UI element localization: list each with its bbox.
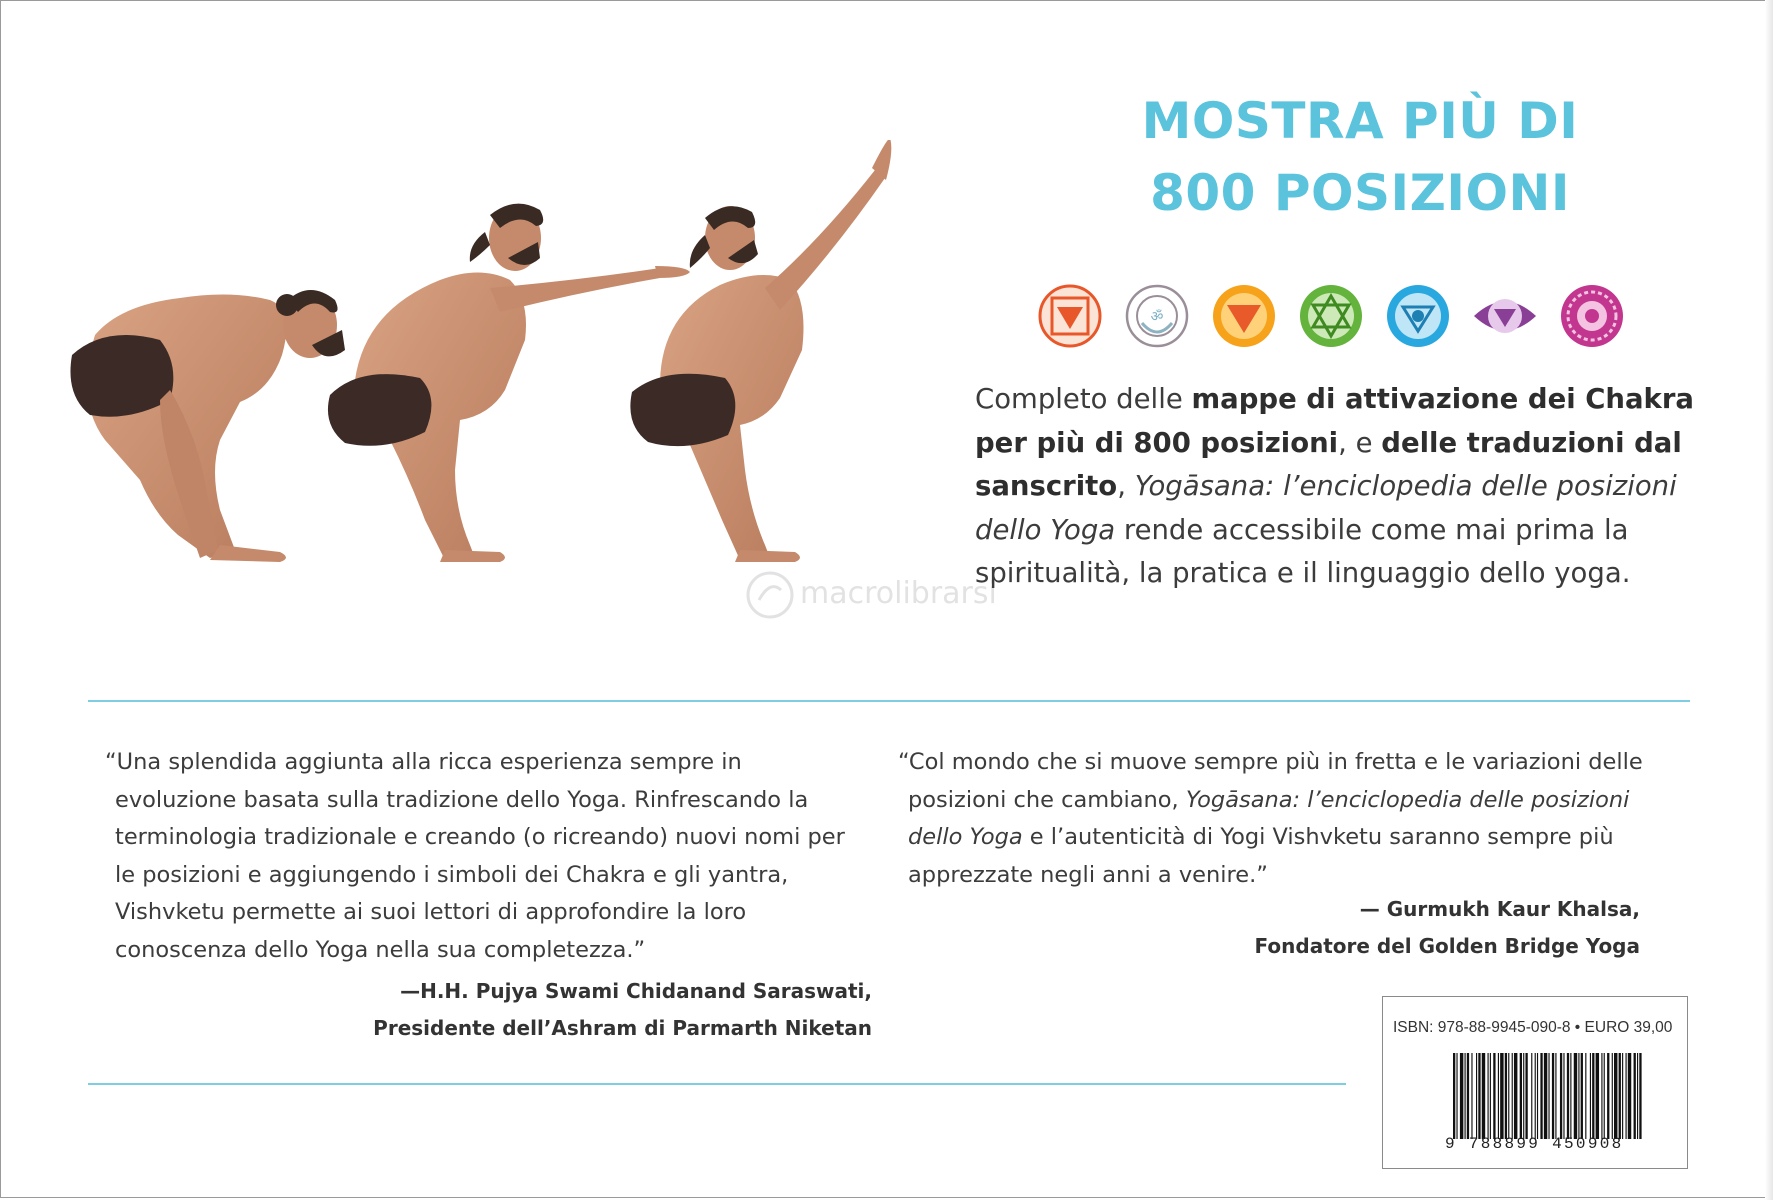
barcode-bar [1567,1053,1569,1139]
watermark-text: macrolibrarsi [800,576,997,611]
barcode-bar [1453,1053,1455,1139]
sahasrara-chakra-icon [1557,281,1627,351]
barcode-bar [1626,1053,1627,1139]
barcode-bar [1514,1053,1517,1139]
headline-line-2: 800 POSIZIONI [1150,164,1570,222]
barcode-bar [1622,1053,1623,1139]
barcode-bar [1585,1053,1586,1139]
ajna-chakra-icon [1470,281,1540,351]
barcode-bar [1614,1053,1617,1139]
barcode-bar [1478,1053,1480,1139]
barcode-bar [1560,1053,1562,1139]
description-book-title: Yogāsana: l’enciclopedia delle posizioni dello Yoga [975,470,1677,546]
quote-left-attribution [300,973,872,1047]
barcode-bar [1525,1053,1527,1139]
barcode-bar [1535,1053,1536,1139]
barcode-bar [1596,1053,1599,1139]
quote-right-text [898,744,1658,894]
barcode [1453,1053,1643,1139]
barcode-bar [1581,1053,1583,1139]
headline [1080,85,1640,229]
barcode-bar [1476,1053,1477,1139]
bottom-divider-rule [88,1083,1346,1085]
barcode-bar [1482,1053,1485,1139]
quote-right-attribution [1100,891,1640,965]
quote-right-book-title: Yogāsana: l’enciclopedia delle posizioni dello Yoga [908,786,1630,850]
quote-right-author: — Gurmukh Kaur Khalsa, [1359,897,1640,921]
barcode-bar [1555,1053,1556,1139]
barcode-bar [1537,1053,1538,1139]
muladhara-chakra-icon [1035,281,1105,351]
barcode-bar [1456,1053,1457,1139]
barcode-bar [1467,1053,1469,1139]
barcode-bar [1552,1053,1554,1139]
barcode-bar [1592,1053,1594,1139]
yoga-figure-1 [70,290,345,562]
barcode-bar [1493,1053,1495,1139]
barcode-bar [1523,1053,1524,1139]
yoga-figures-illustration [60,140,1010,640]
barcode-bar [1531,1053,1532,1139]
description-text-1: Completo delle [975,383,1192,415]
barcode-bar [1607,1053,1609,1139]
barcode-bar [1488,1053,1489,1139]
barcode-bar [1548,1053,1549,1139]
barcode-bar [1570,1053,1571,1139]
description-text-2: , e [1338,426,1382,459]
svg-text:ॐ: ॐ [1150,309,1164,325]
yoga-figure-2 [328,204,690,562]
barcode-bar [1612,1053,1613,1139]
barcode-bar [1578,1053,1579,1139]
description-bold-2: delle traduzioni dal sanscrito [975,426,1682,502]
barcode-bar [1460,1053,1463,1139]
description-bold-1: mappe di attivazione dei Chakra per più di 800 posizioni [975,383,1694,459]
quote-right-role: Fondatore del Golden Bridge Yoga [1254,934,1640,958]
description-paragraph [975,378,1735,596]
barcode-bar [1634,1053,1636,1139]
barcode-bar [1628,1053,1631,1139]
barcode-bar [1604,1053,1605,1139]
watermark [745,570,1005,640]
barcode-bar [1639,1053,1641,1139]
isbn-box [1382,996,1688,1169]
barcode-bar [1563,1053,1564,1139]
chakra-icons-row [1035,281,1635,351]
anahata-chakra-icon [1296,281,1366,351]
page-edge-shadow [1765,0,1773,1200]
description-text-4: rende accessibile come mai prima la spiritualità, la pratica e il linguaggio dello yoga. [975,513,1631,589]
barcode-bar [1465,1053,1466,1139]
barcode-bar [1471,1053,1472,1139]
quote-left-role: Presidente dell’Ashram di Parmarth Niketan [373,1016,872,1040]
description-text-3: , [1117,470,1135,502]
quote-right-text-1: “Col mondo che si muove sempre più in fretta e le variazioni delle posizioni che cambiano, [898,749,1643,813]
barcode-number: 9 788899 450908 [1445,1135,1624,1153]
barcode-bar [1601,1053,1602,1139]
barcode-bar [1520,1053,1522,1139]
headline-line-1: MOSTRA PIÙ DI [1141,92,1579,150]
quote-right-text-2: e l’autenticità di Yogi Vishvketu saranno sempre più apprezzate negli anni a venire.” [908,824,1614,888]
barcode-bar [1544,1053,1547,1139]
yoga-figure-3 [630,140,891,562]
barcode-bar [1498,1053,1499,1139]
barcode-bar [1540,1053,1542,1139]
top-divider-rule [88,700,1690,702]
quote-left-text: “Una splendida aggiunta alla ricca esperienza sempre in evoluzione basata sulla tradizione dello Yoga. Rinfrescando la terminologia tradizionale e creando (o ricreando) nuovi nomi per le posizioni e aggiungendo i simboli dei Chakra e gli yantra, Vishvketu permette ai suoi lettori di approfondire la loro conoscenza dello Yoga nella sua completezza.” [105,749,845,963]
barcode-bar [1637,1053,1638,1139]
svadhisthana-chakra-icon [1122,281,1192,351]
barcode-bar [1490,1053,1491,1139]
quote-left-author: —H.H. Pujya Swami Chidanand Saraswati, [400,979,872,1003]
barcode-bar [1590,1053,1591,1139]
barcode-bar [1574,1053,1577,1139]
barcode-bar [1619,1053,1621,1139]
barcode-bar [1505,1053,1507,1139]
barcode-bar [1512,1053,1513,1139]
watermark-logo-icon [745,570,795,620]
barcode-bar [1500,1053,1503,1139]
vishuddha-chakra-icon [1383,281,1453,351]
isbn-price-line: ISBN: 978-88-9945-090-8 • EURO 39,00 [1393,1019,1673,1036]
barcode-bar [1508,1053,1509,1139]
manipura-chakra-icon [1209,281,1279,351]
